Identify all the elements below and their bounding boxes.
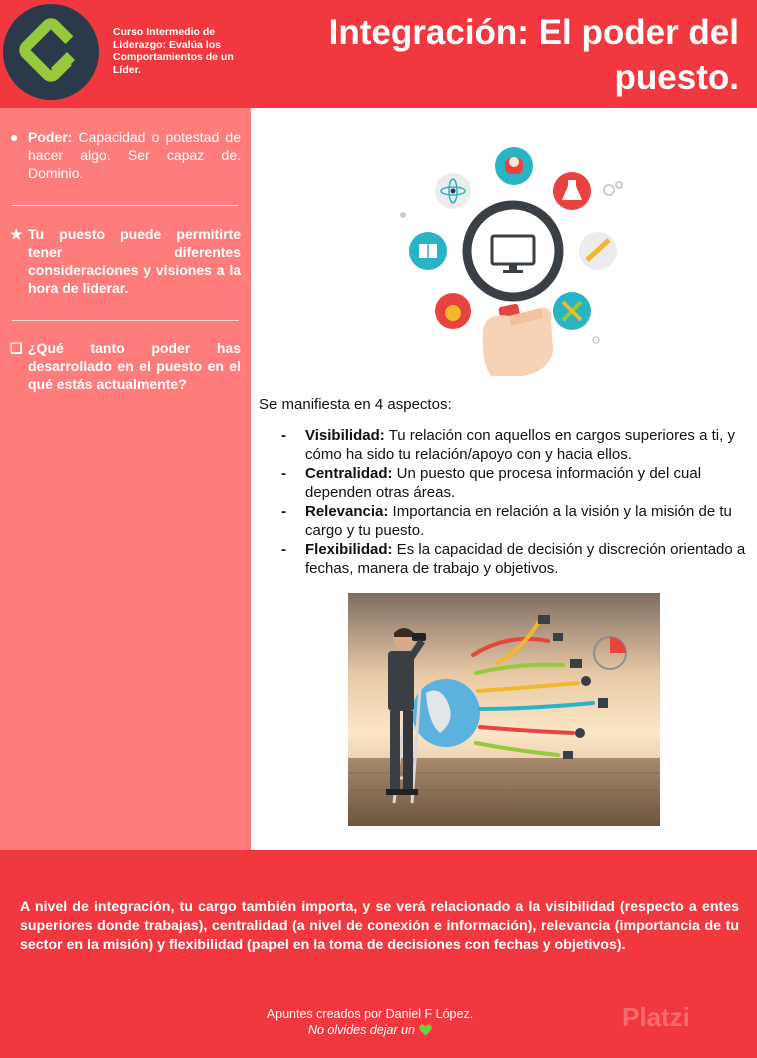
aspect-term: Relevancia:: [305, 503, 389, 520]
aspect-text: Tu relación con aquellos en cargos superiores a ti, y cómo ha sido tu relación/apoyo con y hacia ellos.: [305, 427, 735, 463]
aspect-text: Un puesto que procesa información y del cual dependen otras áreas.: [305, 465, 702, 501]
divider: [12, 320, 239, 321]
platzi-logo-icon: [3, 4, 99, 100]
list-item: [281, 502, 746, 540]
aspect-term: Visibilidad:: [305, 427, 385, 444]
magnifier-with-icons-illustration: [391, 140, 631, 380]
main-content: [251, 108, 757, 850]
businessman-binoculars-photo: [348, 593, 660, 826]
bullet-icon: ●: [10, 129, 19, 145]
aspects-list: [281, 426, 746, 578]
divider: [12, 205, 239, 206]
list-item: [281, 426, 746, 464]
list-item: [281, 540, 746, 578]
sidebar: [0, 108, 251, 850]
summary-text: A nivel de integración, tu cargo también importa, y se verá relacionado a la visibilidad (respecto a entes superiores donde trabajas), centralidad (a nivel de conexión e información), relevancia (importancia de tu sector en la misión) y flexibilidad (papel en la toma de decisiones con fechas y objetivos).: [20, 899, 739, 953]
sidebar-text: ¿Qué tanto poder has desarrollado en el puesto en el qué estás actualmente?: [28, 340, 241, 392]
sidebar-text: Tu puesto puede permitirte tener diferentes consideraciones y visiones a la hora de liderar.: [28, 226, 241, 296]
course-name: Curso Intermedio de Liderazgo: Evalúa los Comportamientos de un Líder.: [113, 26, 234, 76]
aspect-text: Importancia en relación a la visión y la misión de tu cargo y tu puesto.: [305, 503, 732, 539]
sidebar-item-pregunta: [10, 339, 241, 393]
star-icon: ★: [10, 226, 23, 242]
platzi-watermark: Platzi: [622, 1002, 690, 1032]
aspect-text: Es la capacidad de decisión y discreción orientado a fechas, manera de trabajo y objetivos.: [305, 541, 746, 577]
sidebar-item-puesto: [10, 225, 241, 297]
green-heart-icon: [419, 1024, 432, 1040]
sidebar-item-poder: [10, 128, 241, 182]
term-label: Poder:: [28, 129, 73, 145]
credit-line: No olvides dejar un: [307, 1023, 415, 1037]
credit-line: Apuntes creados por Daniel F López.: [266, 1007, 474, 1021]
header: [0, 0, 757, 108]
list-item: [281, 464, 746, 502]
definition-text: Capacidad o potestad de hacer algo. Ser capaz de. Dominio.: [28, 129, 241, 181]
checkbox-icon: ❑: [10, 340, 23, 356]
aspect-term: Centralidad:: [305, 465, 393, 482]
aspect-term: Flexibilidad:: [305, 541, 393, 558]
footer: [0, 850, 757, 1058]
intro-text: Se manifiesta en 4 aspectos:: [259, 396, 452, 413]
page-title: Integración: El poder del puesto.: [328, 13, 739, 97]
